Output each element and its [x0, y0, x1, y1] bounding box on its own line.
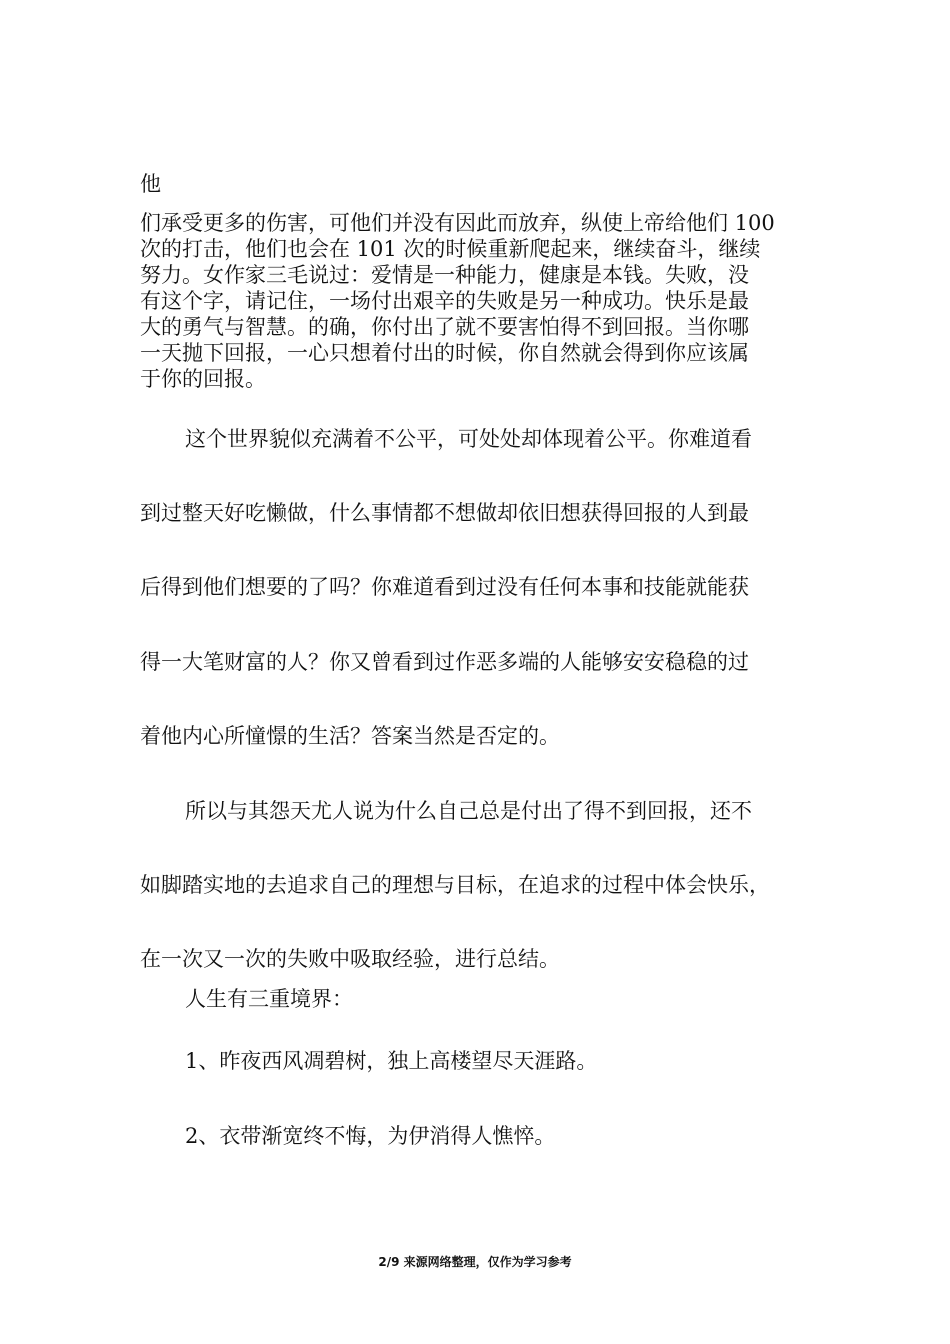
paragraph-3-line-3: 在一次又一次的失败中吸取经验，进行总结。	[140, 947, 560, 971]
paragraph-3-line-1: 所以与其怨天尤人说为什么自己总是付出了得不到回报，还不	[185, 799, 752, 823]
paragraph-1-line-7: 于你的回报。	[140, 367, 266, 391]
paragraph-3-line-2: 如脚踏实地的去追求自己的理想与目标，在追求的过程中体会快乐，	[140, 873, 770, 897]
lead-character: 他	[140, 172, 161, 196]
paragraph-1-line-4: 有这个字，请记住，一场付出艰辛的失败是另一种成功。快乐是最	[140, 289, 749, 313]
paragraph-1-line-2: 次的打击，他们也会在 101 次的时候重新爬起来，继续奋斗，继续	[140, 237, 761, 261]
realm-item-1: 1、昨夜西风凋碧树，独上高楼望尽天涯路。	[185, 1049, 598, 1073]
page-footer: 2/9 来源网络整理，仅作为学习参考	[378, 1255, 572, 1269]
paragraph-1-line-6: 一天抛下回报，一心只想着付出的时候，你自然就会得到你应该属	[140, 341, 749, 365]
paragraph-1-line-5: 大的勇气与智慧。的确，你付出了就不要害怕得不到回报。当你哪	[140, 315, 749, 339]
paragraph-2-line-4: 得一大笔财富的人？你又曾看到过作恶多端的人能够安安稳稳的过	[140, 650, 749, 674]
realm-item-2: 2、衣带渐宽终不悔，为伊消得人憔悴。	[185, 1124, 556, 1148]
realms-heading: 人生有三重境界：	[185, 987, 353, 1011]
paragraph-2-line-1: 这个世界貌似充满着不公平，可处处却体现着公平。你难道看	[185, 427, 752, 451]
paragraph-1-line-1: 们承受更多的伤害，可他们并没有因此而放弃，纵使上帝给他们 100	[140, 211, 775, 235]
paragraph-2-line-5: 着他内心所憧憬的生活？答案当然是否定的。	[140, 724, 560, 748]
paragraph-2-line-3: 后得到他们想要的了吗？你难道看到过没有任何本事和技能就能获	[140, 575, 749, 599]
paragraph-1-line-3: 努力。女作家三毛说过：爱情是一种能力，健康是本钱。失败，没	[140, 263, 749, 287]
paragraph-2-line-2: 到过整天好吃懒做，什么事情都不想做却依旧想获得回报的人到最	[140, 501, 749, 525]
